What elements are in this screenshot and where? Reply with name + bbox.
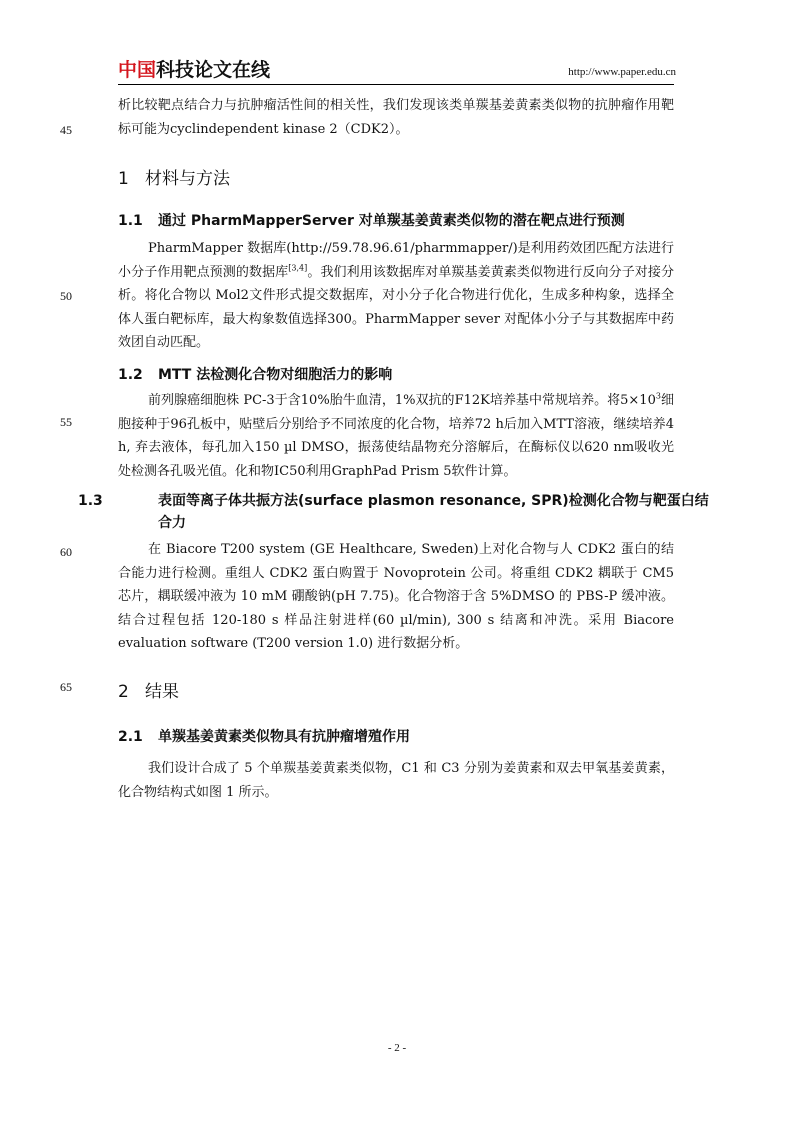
subsection-1-2-heading: 1.2 MTT 法检测化合物对细胞活力的影响 xyxy=(118,367,393,383)
subsection-1-3-heading: 1.3 表面等离子体共振方法(surface plasmon resonance, SPR)检测化合物与靶蛋白结合力 xyxy=(78,493,709,531)
journal-logo xyxy=(118,58,270,82)
site-url[interactable]: http://www.paper.edu.cn xyxy=(568,66,676,78)
line-number-45: 45 xyxy=(60,123,72,137)
page-number: - 2 - xyxy=(387,1042,407,1054)
paragraph-2-1: 我们设计合成了 5 个单羰基姜黄素类似物，C1 和 C3 分别为姜黄素和双去甲氧基姜黄素，化合物结构式如图 1 所示。 xyxy=(118,761,674,800)
section-1-heading: 1 材料与方法 xyxy=(118,169,231,189)
line-number-50: 50 xyxy=(60,289,72,303)
logo-red-text: 中国 xyxy=(118,59,157,81)
intro-paragraph: 析比较靶点结合力与抗肿瘤活性间的相关性，我们发现该类单羰基姜黄素类似物的抗肿瘤作用靶标可能为cyclindependent kinase 2（CDK2）。 xyxy=(118,98,674,137)
section-2-heading: 2 结果 xyxy=(118,682,180,702)
logo-black-text: 科技论文在线 xyxy=(156,59,271,81)
header-rule xyxy=(118,84,674,85)
subsection-1-1-heading: 1.1 通过 PharmMapperServer 对单羰基姜黄素类似物的潜在靶点进行预测 xyxy=(118,213,625,229)
line-number-55: 55 xyxy=(60,415,72,429)
citation-ref[interactable]: [3,4] xyxy=(288,263,308,273)
line-number-65: 65 xyxy=(60,680,72,694)
paragraph-1-1: PharmMapper 数据库(http://59.78.96.61/pharmmapper/)是利用药效团匹配方法进行小分子作用靶点预测的数据库[3,4]。我们利用该数据库对单羰基姜黄素类似物进行反向分子对接分析。将化合物以 Mol2文件形式提交数据库，对小分子化合物进行优化，生成多种构象，选择全体人蛋白靶标库，最大构象数值选择300。PharmMapper sever 对配体小分子与其数据库中药效团自动匹配。 xyxy=(118,241,674,350)
subsection-2-1-heading: 2.1 单羰基姜黄素类似物具有抗肿瘤增殖作用 xyxy=(118,729,410,745)
line-number-60: 60 xyxy=(60,545,72,559)
paragraph-1-3: 在 Biacore T200 system (GE Healthcare, Sweden)上对化合物与人 CDK2 蛋白的结合能力进行检测。重组人 CDK2 蛋白购置于 Novoprotein 公司。将重组 CDK2 耦联于 CM5 芯片，耦联缓冲液为 10 mM 硼酸钠(pH 7.75)。化合物溶于含 5%DMSO 的 PBS-P 缓冲液。结合过程包括 120-180 s 样品注射进样(60 µl/min), 300 s 结离和冲洗。采用 Biacore evaluation software (T200 version 1.0) 进行数据分析。 xyxy=(118,542,674,651)
paragraph-1-2: 前列腺癌细胞株 PC-3于含10%胎牛血清，1%双抗的F12K培养基中常规培养。将$5\times 10^3$细胞接种于96孔板中，贴壁后分别给予不同浓度的化合物，培养72 h后加入MTT溶液，继续培养4 h, 弃去液体，每孔加入150 µl DMSO，振荡使结晶物充分溶解后，在酶标仪以620 nm吸收光处检测各孔吸光值。化和物IC50利用GraphPad Prism 5软件计算。 xyxy=(118,391,674,479)
